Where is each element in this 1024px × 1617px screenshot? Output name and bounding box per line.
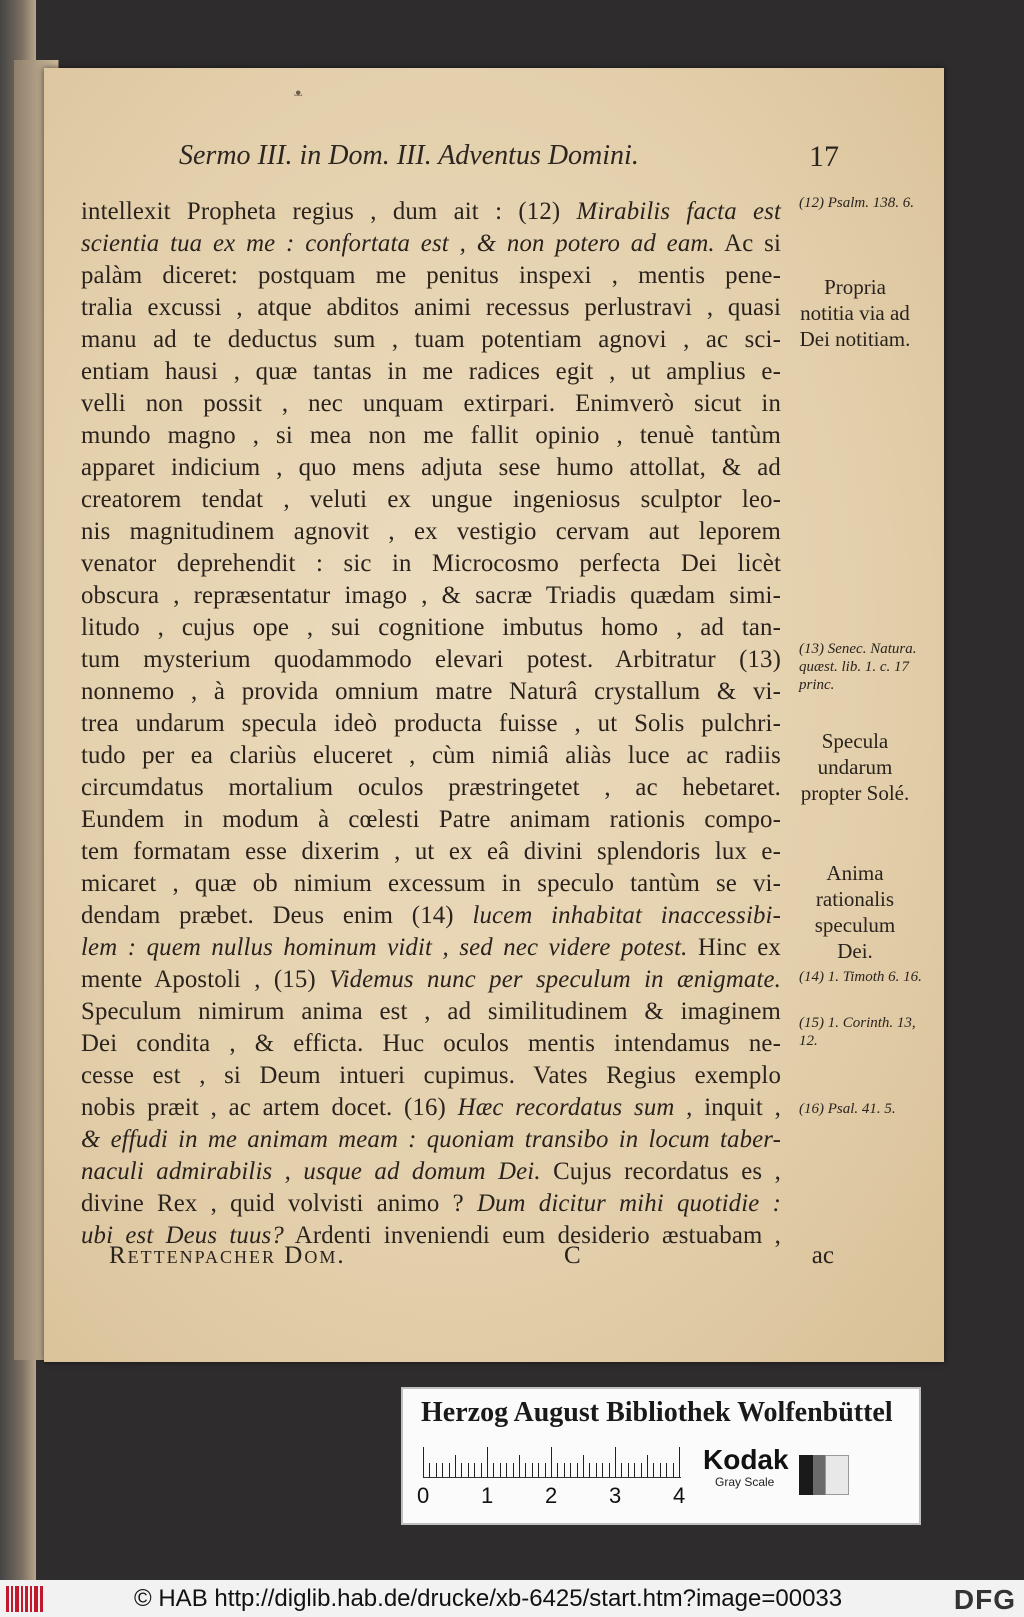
- ruler-tick: [442, 1463, 443, 1477]
- text-span: palàm diceret: postquam me penitus inspexi , mentis pene-: [81, 262, 781, 289]
- text-line: [81, 708, 781, 740]
- margin-gloss: Propria notitia via ad Dei notitiam.: [799, 275, 911, 351]
- text-span: Dei condita , & efficta. Huc oculos mentis intendamus ne-: [81, 1030, 781, 1057]
- text-span: cesse est , si Deum intueri cupimus. Vates Regius exemplo: [81, 1062, 781, 1089]
- text-span: Eundem in modum à cœlesti Patre animam rationis compo-: [81, 806, 781, 833]
- book-page: [44, 68, 944, 1362]
- text-span: Hinc ex: [687, 934, 781, 961]
- ruler-tick: [564, 1463, 565, 1477]
- ruler-tick: [506, 1463, 507, 1477]
- scale-label: 4: [673, 1483, 686, 1508]
- kodak-logo: Kodak: [703, 1444, 789, 1475]
- text-line: [81, 1060, 781, 1092]
- text-span: Hæc recordatus sum ,: [457, 1094, 693, 1121]
- ruler-tick: [557, 1463, 558, 1477]
- library-name: Herzog August Bibliothek Wolfenbüttel: [421, 1397, 893, 1428]
- ruler-tick: [532, 1463, 533, 1477]
- barcode-icon: [6, 1586, 44, 1612]
- scale-ruler: [423, 1447, 681, 1478]
- text-span: circumdatus mortalium oculos præstringetet , ac hebetaret.: [81, 774, 781, 801]
- text-line: [81, 548, 781, 580]
- ruler-tick: [449, 1463, 450, 1477]
- text-span: creatorem tendat , veluti ex ungue ingeniosus sculptor leo-: [81, 486, 781, 513]
- text-line: [81, 388, 781, 420]
- ruler-tick: [596, 1463, 597, 1477]
- ruler-tick: [538, 1463, 539, 1477]
- text-line: [81, 676, 781, 708]
- text-span: inquit ,: [692, 1094, 782, 1121]
- ruler-tick: [602, 1463, 603, 1477]
- ruler-tick: [429, 1463, 430, 1477]
- gray-scale-label: Gray Scale: [715, 1475, 775, 1489]
- text-line: [81, 612, 781, 644]
- scale-label: 3: [609, 1483, 622, 1508]
- text-span: nonnemo , à provida omnium matre Naturâ crystallum & vi-: [81, 678, 781, 705]
- text-span: apparet indicium , quo mens adjuta sese humo attollat, & ad: [81, 454, 781, 481]
- text-line: [81, 228, 781, 260]
- text-line: [81, 356, 781, 388]
- text-line: [81, 292, 781, 324]
- text-span: dendam præbet. Deus enim (14): [81, 902, 473, 929]
- text-line: [81, 740, 781, 772]
- ruler-tick: [468, 1463, 469, 1477]
- ruler-tick: [673, 1463, 674, 1477]
- ruler-tick: [423, 1447, 424, 1477]
- ruler-tick: [577, 1463, 578, 1477]
- ruler-tick: [589, 1463, 590, 1477]
- ruler-tick: [615, 1447, 616, 1477]
- author-name: Rettenpacher Dom.: [109, 1242, 346, 1269]
- text-line: [81, 868, 781, 900]
- text-span: nis magnitudinem agnovit , ex vestigio cervam aut leporem: [81, 518, 781, 545]
- ruler-tick: [634, 1463, 635, 1477]
- text-line: [81, 580, 781, 612]
- margin-gloss: Specula undarum propter Solé.: [800, 729, 910, 805]
- margin-note: (15) 1. Corinth. 13, 12.: [799, 1015, 916, 1049]
- text-span: lucem inhabitat inaccessibi-: [472, 902, 781, 929]
- source-url[interactable]: © HAB http://diglib.hab.de/drucke/xb-6425/start.htm?image=00033: [134, 1585, 843, 1612]
- page-header: [179, 140, 839, 176]
- text-line: [81, 1156, 781, 1188]
- color-target-card: [401, 1387, 921, 1525]
- text-line: [81, 804, 781, 836]
- ruler-tick: [660, 1463, 661, 1477]
- ruler-tick: [570, 1463, 571, 1477]
- text-line: [81, 1028, 781, 1060]
- text-line: [81, 772, 781, 804]
- text-line: [81, 420, 781, 452]
- text-span: Cujus recordatus es ,: [540, 1158, 781, 1185]
- ruler-tick: [641, 1463, 642, 1477]
- ruler-tick: [653, 1463, 654, 1477]
- ruler-tick: [461, 1463, 462, 1477]
- text-span: Speculum nimirum anima est , ad similitudinem & imaginem: [81, 998, 781, 1025]
- ruler-tick: [628, 1463, 629, 1477]
- text-line: [81, 932, 781, 964]
- text-line: [81, 644, 781, 676]
- text-line: [81, 964, 781, 996]
- text-span: nobis præit , ac artem docet. (16): [81, 1094, 458, 1121]
- text-span: Mirabilis facta est: [576, 198, 782, 225]
- ruler-tick: [519, 1455, 520, 1477]
- ruler-tick: [500, 1463, 501, 1477]
- ruler-tick: [583, 1455, 584, 1477]
- ruler-tick: [487, 1447, 488, 1477]
- ruler-tick: [481, 1463, 482, 1477]
- ruler-tick: [513, 1463, 514, 1477]
- text-span: tum mysterium quodammodo elevari potest. Arbitratur (13): [81, 646, 781, 673]
- text-span: tem formatam esse dixerim , ut ex eâ divini splendoris lux e-: [81, 838, 781, 865]
- text-line: [81, 836, 781, 868]
- text-span: divine Rex , quid volvisti animo ?: [81, 1190, 477, 1217]
- text-span: obscura , repræsentatur imago , & sacræ Triadis quædam simi-: [81, 582, 781, 609]
- text-span: ubi est Deus tuus?: [81, 1222, 284, 1249]
- text-span: tralia excussi , atque abditos animi recessus perlustravi , quasi: [81, 294, 781, 321]
- text-span: entiam hausi , quæ tantas in me radices egit , ut amplius e-: [81, 358, 781, 385]
- catchword: ac: [811, 1242, 834, 1269]
- text-line: [81, 1092, 781, 1124]
- margin-note: (16) Psal. 41. 5.: [799, 1101, 896, 1117]
- text-span: naculi admirabilis , usque ad domum Dei.: [81, 1158, 541, 1185]
- text-span: tudo per ea clariùs eluceret , cùm nimiâ aliàs luce ac radiis: [81, 742, 781, 769]
- ruler-tick: [679, 1447, 680, 1477]
- text-span: mente Apostoli , (15): [81, 966, 330, 993]
- ruler-tick: [647, 1455, 648, 1477]
- text-line: [81, 484, 781, 516]
- page-number: 17: [809, 140, 839, 173]
- scale-label: 2: [545, 1483, 558, 1508]
- ruler-tick: [436, 1463, 437, 1477]
- footer-bar: [0, 1580, 1024, 1617]
- text-line: [81, 452, 781, 484]
- text-span: Dum dicitur mihi quotidie :: [476, 1190, 782, 1217]
- text-span: Ac si: [714, 230, 781, 257]
- text-span: scientia tua ex me : confortata est , & non potero ad eam.: [81, 230, 715, 257]
- ruler-tick: [545, 1463, 546, 1477]
- ruler-tick: [609, 1463, 610, 1477]
- ruler-tick: [666, 1463, 667, 1477]
- ruler-tick: [551, 1447, 552, 1477]
- margin-note: (12) Psalm. 138. 6.: [799, 195, 914, 211]
- text-line: [81, 260, 781, 292]
- running-title: Sermo III. in Dom. III. Adventus Domini.: [179, 140, 639, 171]
- text-line: [81, 900, 781, 932]
- signature-line: [109, 1242, 834, 1274]
- main-text: [81, 196, 781, 1252]
- margin-note: (13) Senec. Natura. quæst. lib. 1. c. 17 princ.: [799, 641, 917, 693]
- text-span: lem : quem nullus hominum vidit , sed nec videre potest.: [81, 934, 688, 961]
- margin-note: (14) 1. Timoth 6. 16.: [799, 969, 922, 985]
- text-line: [81, 516, 781, 548]
- ruler-tick: [525, 1463, 526, 1477]
- ruler-tick: [493, 1463, 494, 1477]
- text-span: micaret , quæ ob nimium excessum in speculo tantùm se vi-: [81, 870, 781, 897]
- scale-label: 1: [481, 1483, 494, 1508]
- text-span: litudo , cujus ope , sui cognitione imbutus homo , ad tan-: [81, 614, 781, 641]
- dfg-logo: DFG: [953, 1584, 1016, 1615]
- page-mark: ᵜ: [294, 86, 303, 107]
- ruler-tick: [474, 1463, 475, 1477]
- text-line: [81, 196, 781, 228]
- ruler-tick: [621, 1463, 622, 1477]
- margin-gloss: Anima rationalis speculum Dei.: [814, 861, 896, 963]
- text-span: Ardenti inveniendi eum desiderio æstuabam ,: [283, 1222, 781, 1249]
- text-line: [81, 996, 781, 1028]
- text-span: mundo magno , si mea non me fallit opinio , tenuè tantùm: [81, 422, 781, 449]
- text-span: & effudi in me animam meam : quoniam transibo in locum taber-: [81, 1126, 781, 1153]
- scale-label: 0: [417, 1483, 430, 1508]
- text-span: venator deprehendit : sic in Microcosmo perfecta Dei licèt: [81, 550, 781, 577]
- text-span: Videmus nunc per speculum in ænigmate.: [329, 966, 782, 993]
- gray-swatch: [799, 1455, 849, 1495]
- text-line: [81, 1188, 781, 1220]
- text-line: [81, 1124, 781, 1156]
- text-span: manu ad te deductus sum , tuam potentiam agnovi , ac sci-: [81, 326, 781, 353]
- text-line: [81, 324, 781, 356]
- text-span: intellexit Propheta regius , dum ait : (12): [81, 198, 577, 225]
- text-span: velli non possit , nec unquam extirpari. Enimverò sicut in: [81, 390, 781, 417]
- ruler-tick: [455, 1455, 456, 1477]
- text-span: trea undarum specula ideò producta fuisse , ut Solis pulchri-: [81, 710, 781, 737]
- signature-mark: C: [564, 1242, 581, 1269]
